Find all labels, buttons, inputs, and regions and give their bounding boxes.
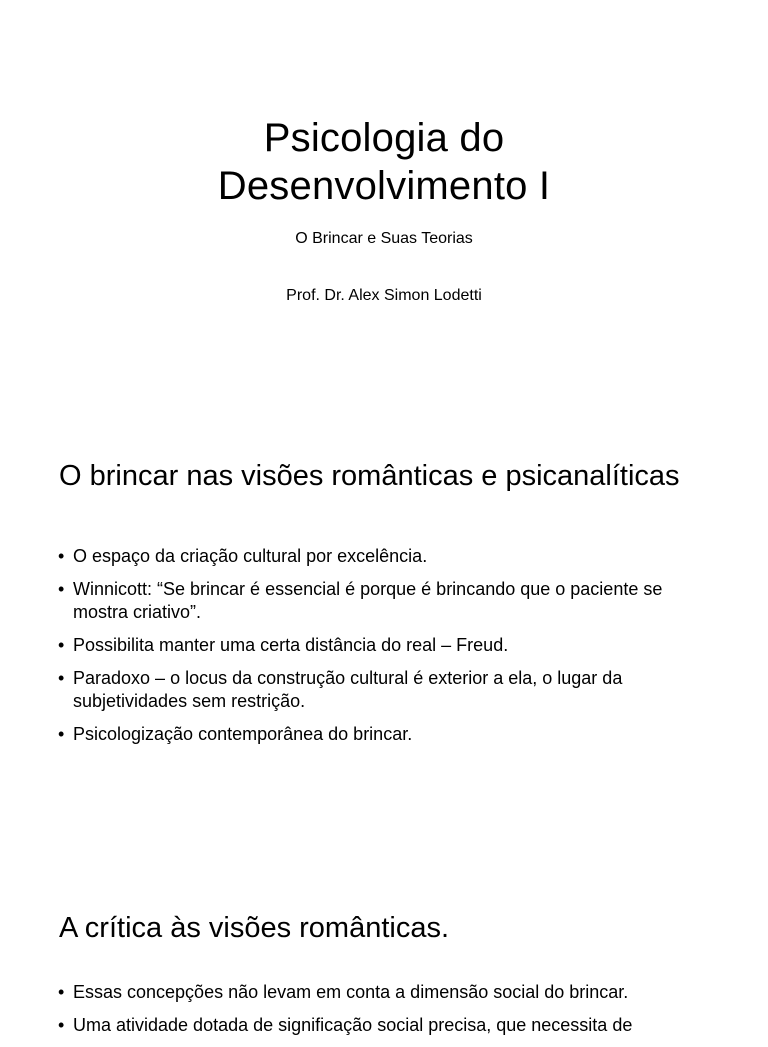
bullet-item: [58, 545, 708, 568]
slide-heading: O brincar nas visões românticas e psicanalíticas: [59, 460, 680, 492]
bullet-list: [58, 545, 708, 756]
bullet-text: Winnicott: “Se brincar é essencial é porque é brincando que o paciente se mostra criativo”.: [73, 579, 663, 622]
bullet-item: [58, 578, 708, 624]
bullet-text: O espaço da criação cultural por excelência.: [73, 546, 428, 566]
deck-title-line-2: Desenvolvimento I: [217, 164, 551, 208]
bullet-dot: •: [58, 668, 65, 688]
bullet-dot: •: [58, 579, 65, 599]
bullet-text: Paradoxo – o locus da construção cultural é exterior a ela, o lugar da subjetividades sem restrição.: [73, 668, 623, 711]
bullet-item: [58, 981, 708, 1004]
deck-subtitle: O Brincar e Suas Teorias: [295, 230, 473, 247]
bullet-dot: •: [58, 635, 65, 655]
deck-title-line-1: Psicologia do: [263, 116, 505, 160]
deck-title: [0, 114, 768, 210]
bullet-list: [58, 981, 708, 1047]
title-slide: [0, 0, 768, 432]
bullet-item: [58, 634, 708, 657]
slide-critique: [0, 864, 768, 1035]
bullet-text: Uma atividade dotada de significação social precisa, que necessita de: [73, 1015, 633, 1035]
bullet-dot: •: [58, 1015, 65, 1035]
bullet-item: [58, 1014, 708, 1037]
bullet-text: Essas concepções não levam em conta a dimensão social do brincar.: [73, 982, 629, 1002]
bullet-item: [58, 667, 708, 713]
slide-romantic-psychoanalytic: [0, 432, 768, 864]
bullet-text: Psicologização contemporânea do brincar.: [73, 724, 413, 744]
bullet-dot: •: [58, 982, 65, 1002]
bullet-dot: •: [58, 546, 65, 566]
bullet-text: Possibilita manter uma certa distância do real – Freud.: [73, 635, 509, 655]
slide-heading: A crítica às visões românticas.: [59, 912, 450, 944]
bullet-dot: •: [58, 724, 65, 744]
deck-author: Prof. Dr. Alex Simon Lodetti: [286, 287, 482, 304]
bullet-item: [58, 723, 708, 746]
